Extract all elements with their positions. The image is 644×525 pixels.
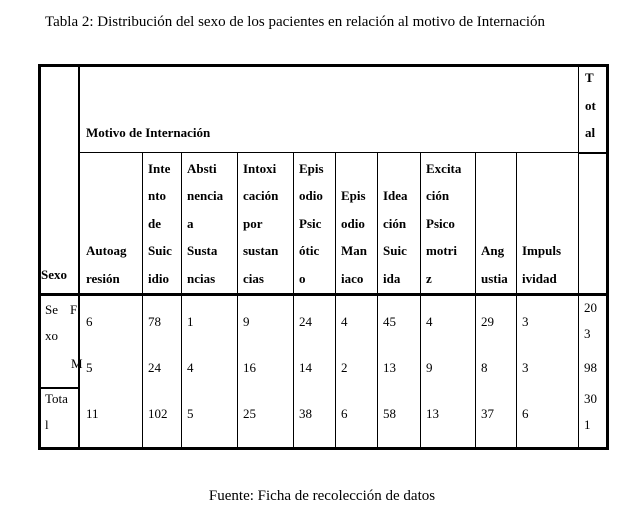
- col-header-excitacion: Excita ción Psico motri z: [426, 160, 462, 286]
- cell-f-4: 24: [299, 314, 312, 329]
- cell-total-8: 37: [481, 406, 494, 421]
- col-header-ideacion-suicida: Idea ción Suic ida: [383, 188, 408, 286]
- cell-f-3: 9: [243, 314, 250, 329]
- row-label-m: M: [71, 356, 83, 371]
- cell-m-7: 9: [426, 360, 433, 375]
- body-divider: [38, 293, 609, 296]
- col-header-episodio-maniaco: Epis odio Man iaco: [341, 188, 367, 286]
- cell-total-6: 58: [383, 406, 396, 421]
- sexo-header: Sexo: [41, 267, 67, 282]
- table-caption: Tabla 2: Distribución del sexo de los pacientes en relación al motivo de Internación: [45, 14, 546, 30]
- col-divider-5: [335, 152, 336, 450]
- cell-total-7: 13: [426, 406, 439, 421]
- cell-f-7: 4: [426, 314, 433, 329]
- source-note: Fuente: Ficha de recolección de datos: [208, 488, 436, 504]
- row-label-f: F: [70, 302, 78, 317]
- total-header: T ot al: [585, 70, 596, 140]
- cell-total-2: 5: [187, 406, 194, 421]
- col-divider-7: [420, 152, 421, 450]
- cell-m-9: 3: [522, 360, 529, 375]
- cell-m-1: 24: [148, 360, 161, 375]
- col-header-intoxicacion: Intoxi cación por sustan cias: [243, 160, 279, 286]
- cell-f-2: 1: [187, 314, 194, 329]
- cell-total-3: 25: [243, 406, 256, 421]
- row-label-total: Tota l: [45, 391, 68, 432]
- cell-m-2: 4: [187, 360, 194, 375]
- col-header-autoagresion: Autoag resión: [86, 243, 127, 286]
- col-header-abstinencia: Absti nencia a Susta ncias: [187, 160, 224, 286]
- cell-f-5: 4: [341, 314, 348, 329]
- cell-m-8: 8: [481, 360, 488, 375]
- total-header-divider: [579, 152, 609, 154]
- cell-f-6: 45: [383, 314, 396, 329]
- cell-total-9: 6: [522, 406, 529, 421]
- col-header-impulsividad: Impuls ividad: [522, 243, 562, 286]
- cell-total-1: 102: [148, 406, 168, 421]
- table-border-right: [606, 64, 609, 450]
- table-border-left: [38, 64, 41, 450]
- col-divider-1: [142, 152, 143, 450]
- cell-f-1: 78: [148, 314, 161, 329]
- sexo-group-label: Se xo: [45, 302, 58, 343]
- cell-f-0: 6: [86, 314, 93, 329]
- cell-total-4: 38: [299, 406, 312, 421]
- cell-m-total: 98: [584, 360, 597, 375]
- col-divider-8: [475, 152, 476, 450]
- cell-m-5: 2: [341, 360, 348, 375]
- cell-m-3: 16: [243, 360, 256, 375]
- cell-total-0: 11: [86, 406, 99, 421]
- col-header-angustia: Ang ustia: [481, 243, 508, 286]
- table-border-bottom: [38, 447, 609, 450]
- col-header-intento-suicidio: Inte nto de Suic idio: [148, 160, 172, 286]
- sexo-column-divider: [78, 64, 80, 450]
- col-divider-9: [516, 152, 517, 450]
- col-divider-3: [237, 152, 238, 450]
- cell-f-8: 29: [481, 314, 494, 329]
- col-divider-6: [377, 152, 378, 450]
- total-column-divider: [578, 64, 579, 450]
- table-border-top: [38, 64, 609, 67]
- data-table: [38, 64, 609, 450]
- motivo-header: Motivo de Internación: [86, 125, 211, 140]
- cell-m-4: 14: [299, 360, 312, 375]
- cell-total-5: 6: [341, 406, 348, 421]
- cell-total-total: 30 1: [584, 391, 597, 432]
- col-divider-4: [293, 152, 294, 450]
- header-row-divider: [79, 152, 579, 153]
- cell-f-9: 3: [522, 314, 529, 329]
- col-header-episodio-psicotico: Epis odio Psic ótic o: [299, 160, 324, 286]
- cell-m-6: 13: [383, 360, 396, 375]
- col-divider-2: [181, 152, 182, 450]
- cell-m-0: 5: [86, 360, 93, 375]
- cell-f-total: 20 3: [584, 300, 597, 341]
